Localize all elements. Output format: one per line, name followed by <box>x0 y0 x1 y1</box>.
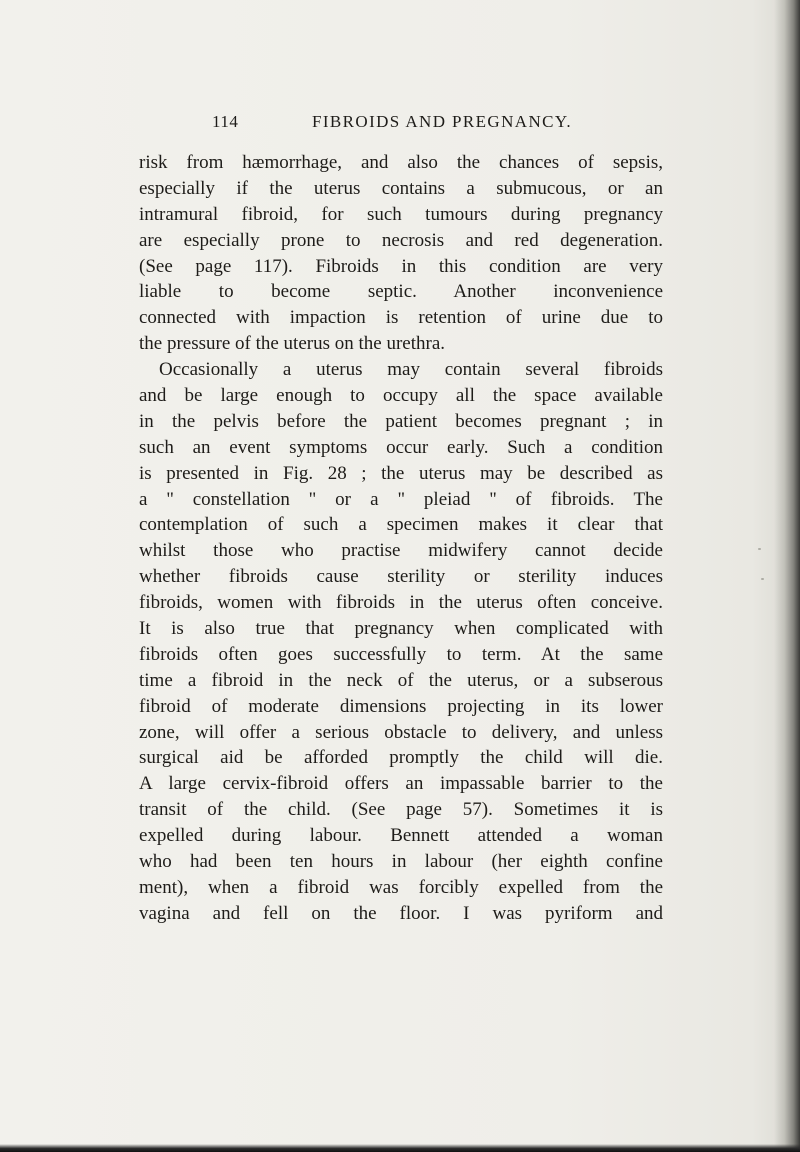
text-line: fibroids, women with fibroids in the uterus often conceive. <box>139 592 663 614</box>
text-line: (See page 117). Fibroids in this condition are very <box>139 255 663 277</box>
text-line: connected with impaction is retention of urine due to <box>139 307 663 329</box>
text-line: expelled during labour. Bennett attended a woman <box>139 825 663 847</box>
running-head: FIBROIDS AND PREGNANCY. <box>312 112 573 131</box>
page-edge-shadow <box>774 0 800 1152</box>
text-line: risk from hæmorrhage, and also the chances of sepsis, <box>139 152 663 173</box>
text-line: surgical aid be afforded promptly the child will die. <box>139 747 663 769</box>
text-line: liable to become septic. Another inconvenience <box>139 281 663 303</box>
text-line: A large cervix-fibroid offers an impassable barrier to the <box>139 773 663 795</box>
text-line: transit of the child. (See page 57). Sometimes it is <box>139 799 663 821</box>
text-line: zone, will offer a serious obstacle to delivery, and unless <box>139 721 663 743</box>
text-line: vagina and fell on the floor. I was pyriform and <box>139 902 663 924</box>
text-line: a '' constellation '' or a '' pleiad '' of fibroids. The <box>139 488 663 510</box>
text-line: Occasionally a uterus may contain several fibroids <box>159 359 663 381</box>
text-line: It is also true that pregnancy when complicated with <box>139 618 663 640</box>
page-number: 114 <box>212 112 239 131</box>
page-header <box>212 112 800 136</box>
text-line: in the pelvis before the patient becomes pregnant ; in <box>139 410 663 432</box>
text-line: especially if the uterus contains a submucous, or an <box>139 177 663 199</box>
text-line: the pressure of the uterus on the urethra. <box>139 333 446 355</box>
text-line: fibroid of moderate dimensions projecting in its lower <box>139 695 663 717</box>
text-line: time a fibroid in the neck of the uterus, or a subserous <box>139 669 663 691</box>
paper-speck <box>758 548 761 550</box>
text-line: and be large enough to occupy all the space available <box>139 385 663 407</box>
text-line: ment), when a fibroid was forcibly expelled from the <box>139 876 663 898</box>
text-line: contemplation of such a specimen makes it clear that <box>139 514 663 536</box>
text-line: is presented in Fig. 28 ; the uterus may be described as <box>139 462 663 484</box>
text-line: whether fibroids cause sterility or sterility induces <box>139 566 663 588</box>
body-text <box>139 150 663 927</box>
page-bottom-edge <box>0 1144 800 1152</box>
text-line: intramural fibroid, for such tumours during pregnancy <box>139 203 663 225</box>
text-line: who had been ten hours in labour (her eighth confine <box>139 851 663 873</box>
text-line: are especially prone to necrosis and red degeneration. <box>139 229 663 251</box>
text-line: whilst those who practise midwifery cannot decide <box>139 540 663 562</box>
text-line: such an event symptoms occur early. Such a condition <box>139 436 663 458</box>
text-line: fibroids often goes successfully to term. At the same <box>139 643 663 665</box>
paper-speck <box>761 578 764 580</box>
